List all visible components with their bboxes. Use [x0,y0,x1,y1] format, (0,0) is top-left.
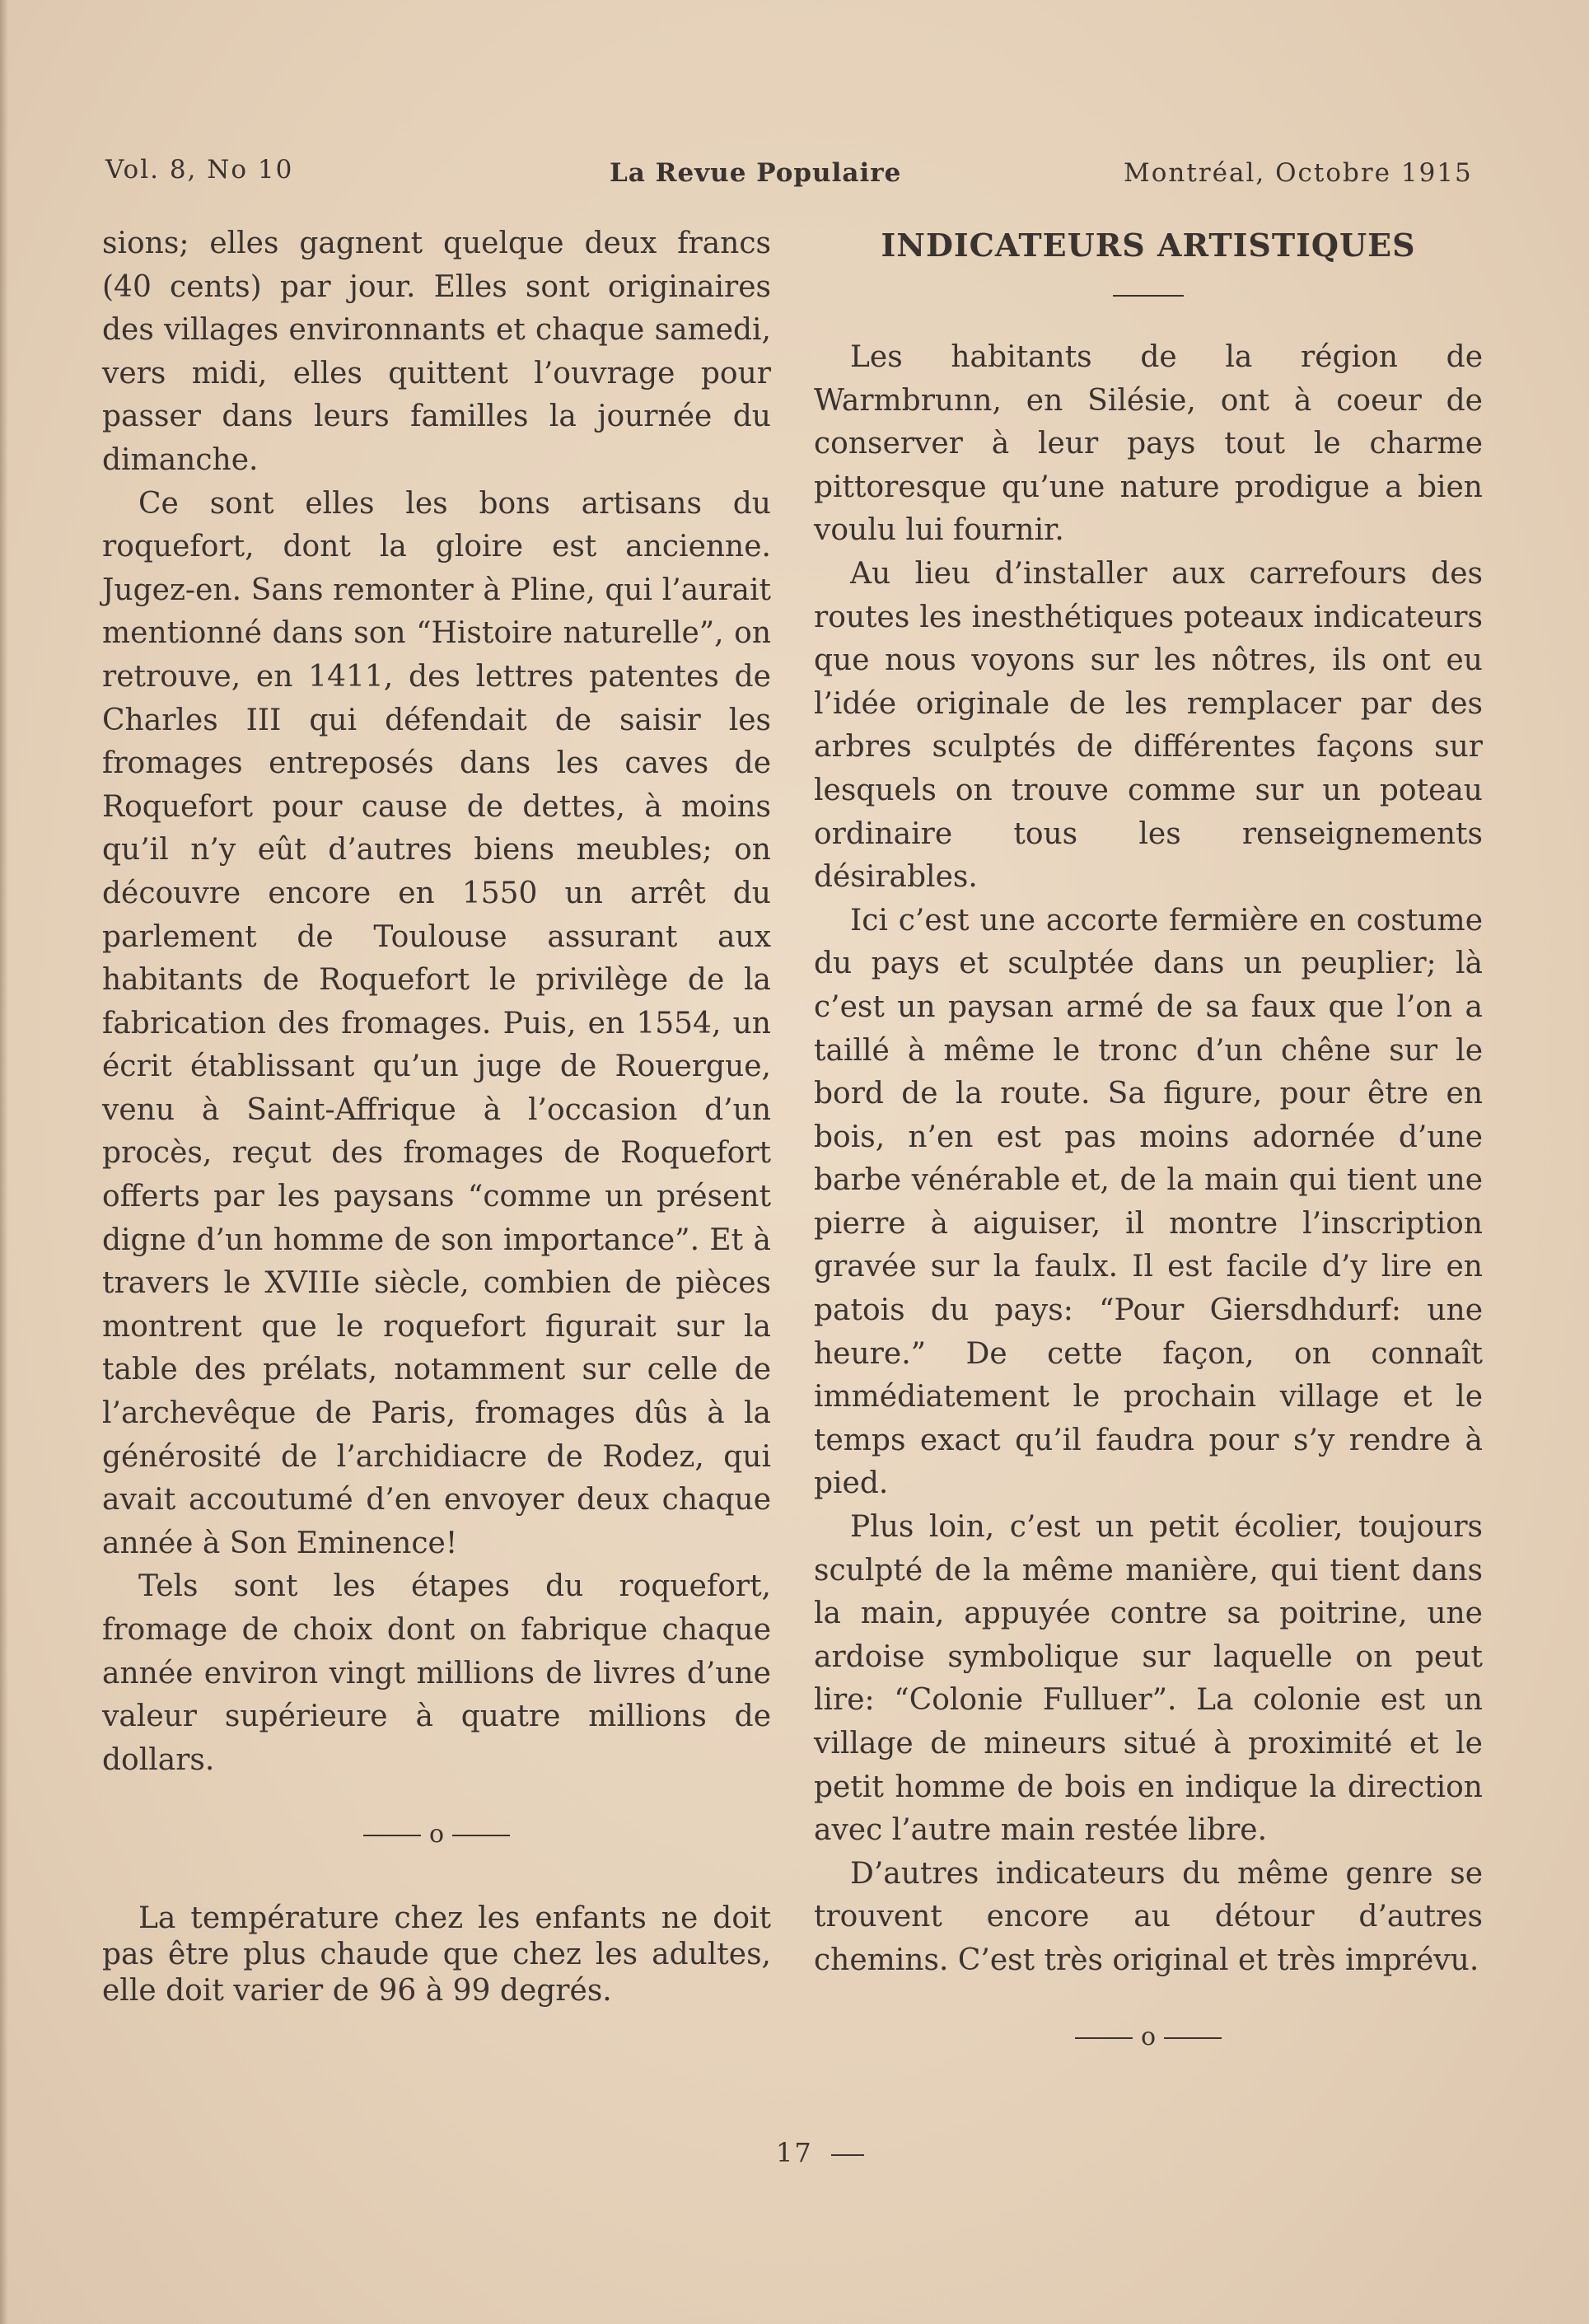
publication-title: La Revue Populaire [610,158,902,188]
article-paragraph: Tels sont les étapes du roquefort, fromage de choix dont on fabrique chaque année environ vingt millions de livres d’une valeur supérieure à quatre millions de dollars. [102,1569,771,1777]
footer-dash [831,2154,864,2156]
section-separator [814,2016,1483,2060]
page-number: 17 [776,2137,813,2168]
right-column [814,224,1483,2059]
separator-mark: o [1140,2022,1157,2051]
article-paragraph: Les habitants de la région de Warmbrunn, en Silésie, ont à coeur de conserver à leur pays tout le charme pittoresque qu’une nature prodigue a bien voulu lui fournir. [814,340,1483,548]
article-paragraph: Au lieu d’installer aux carrefours des routes les inesthétiques poteaux indicateurs que nous voyons sur les nôtres, ils ont eu l’idée originale de les remplacer par des arbres sculptés de différentes façons sur lesquels on trouve comme sur un poteau ordinaire tous les renseignements désirables. [814,556,1483,895]
section-separator [102,1818,771,1851]
page-footer [776,2137,864,2168]
separator-rule [1164,2037,1222,2039]
article-title: INDICATEURS ARTISTIQUES [881,227,1416,264]
running-header [0,155,1589,196]
separator-rule [452,1835,510,1836]
left-column [102,222,771,2009]
issue-date: Montréal, Octobre 1915 [1124,158,1473,188]
article-paragraph: D’autres indicateurs du même genre se trouvent encore au détour d’autres chemins. C’est très original et très imprévu. [814,1856,1483,1977]
article-paragraph: Plus loin, c’est un petit écolier, toujours sculpté de la même manière, qui tient dans la main, appuyée contre sa poitrine, une ardoise symbolique sur laquelle on peut lire: “Colonie Fulluer”. La colonie est un village de mineurs situé à proximité et le petit homme de bois en indique la direction avec l’autre main restée libre. [814,1510,1483,1848]
separator-rule [363,1835,421,1836]
title-rule [1113,295,1184,297]
article-paragraph: Ce sont elles les bons artisans du roquefort, dont la gloire est ancienne. Jugez-en. Sans remonter à Pline, qui l’aurait mentionné dans son “Histoire naturelle”, on retrouve, en 1411, des lettres patentes de Charles III qui défendait de saisir les fromages entreposés dans les caves de Roquefort pour cause de dettes, à moins qu’il n’y eût d’autres biens meubles; on découvre encore en 1550 un arrêt du parlement de Toulouse assurant aux habitants de Roquefort le privilège de la fabrication des fromages. Puis, en 1554, un écrit établissant qu’un juge de Rouergue, venu à Saint-Affrique à l’occasion d’un procès, reçut des fromages de Roquefort offerts par les paysans “comme un présent digne d’un homme de son importance”. Et à travers le XVIIIe siècle, combien de pièces montrent que le roquefort figurait sur la table des prélats, notamment sur celle de l’archevêque de Paris, fromages dûs à la générosité de l’archidiacre de Rodez, qui avait accoutumé d’en envoyer deux chaque année à Son Eminence! [102,486,771,1560]
separator-mark: o [428,1820,445,1849]
volume-number: Vol. 8, No 10 [105,155,294,185]
article-paragraph: Ici c’est une accorte fermière en costume du pays et sculptée dans un peuplier; là c’est un paysan armé de sa faux que l’on a taillé à même le tronc d’un chêne sur le bord de la route. Sa figure, pour être en bois, n’en est pas moins adornée d’une barbe vénérable et, de la main qui tient une pierre à aiguiser, il montre l’inscription gravée sur la faulx. Il est facile d’y lire en patois du pays: “Pour Giersdhdurf: une heure.” De cette façon, on connaît immédiatement le prochain village et le temps exact qu’il faudra pour s’y rendre à pied. [814,903,1483,1501]
separator-rule [1075,2037,1133,2039]
note-paragraph: La température chez les enfants ne doit pas être plus chaude que chez les adultes, elle doit varier de 96 à 99 degrés. [102,1901,771,2008]
article-paragraph: sions; elles gagnent quelque deux francs (40 cents) par jour. Elles sont originaires des villages environnants et chaque samedi, vers midi, elles quittent l’ouvrage pour passer dans leurs familles la journée du dimanche. [102,227,771,477]
page-edge-shadow [0,0,8,2324]
